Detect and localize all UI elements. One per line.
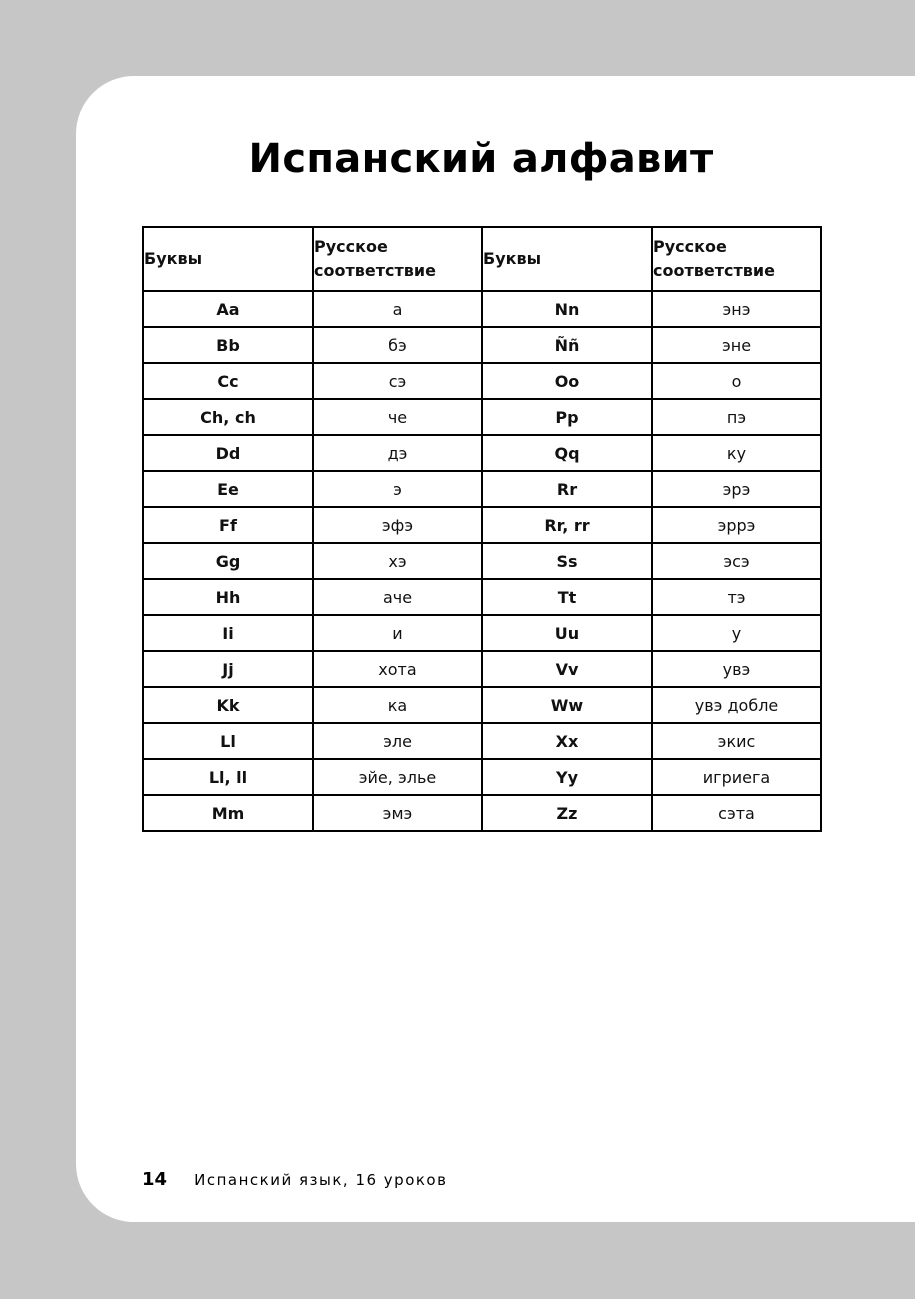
table-row	[143, 327, 821, 363]
letter-cell: Yy	[482, 759, 652, 795]
table-row	[143, 759, 821, 795]
letter-cell: Jj	[143, 651, 313, 687]
russian-cell: сэта	[652, 795, 821, 831]
table-row	[143, 363, 821, 399]
russian-cell: сэ	[313, 363, 482, 399]
russian-cell: че	[313, 399, 482, 435]
table-row	[143, 723, 821, 759]
russian-cell: игриега	[652, 759, 821, 795]
russian-cell: эйе, элье	[313, 759, 482, 795]
header-letters-2: Буквы	[482, 227, 652, 291]
page-title: Испанский алфавит	[248, 136, 714, 182]
letter-cell: Rr, rr	[482, 507, 652, 543]
letter-cell: Ee	[143, 471, 313, 507]
russian-cell: эле	[313, 723, 482, 759]
letter-cell: Ch, ch	[143, 399, 313, 435]
russian-cell: хота	[313, 651, 482, 687]
table-header-row	[143, 227, 821, 291]
letter-cell: Ff	[143, 507, 313, 543]
header-russian-2: Русское соответствие	[652, 227, 821, 291]
letter-cell: Ii	[143, 615, 313, 651]
letter-cell: Ww	[482, 687, 652, 723]
russian-cell: увэ	[652, 651, 821, 687]
russian-cell: увэ добле	[652, 687, 821, 723]
table-row	[143, 507, 821, 543]
russian-cell: экис	[652, 723, 821, 759]
letter-cell: Dd	[143, 435, 313, 471]
russian-cell: эне	[652, 327, 821, 363]
russian-cell: хэ	[313, 543, 482, 579]
letter-cell: Rr	[482, 471, 652, 507]
russian-cell: эфэ	[313, 507, 482, 543]
letter-cell: Ss	[482, 543, 652, 579]
letter-cell: Ll	[143, 723, 313, 759]
page-number: 14	[142, 1169, 168, 1190]
page-footer	[142, 1169, 447, 1190]
letter-cell: Ll, ll	[143, 759, 313, 795]
russian-cell: э	[313, 471, 482, 507]
russian-cell: эсэ	[652, 543, 821, 579]
letter-cell: Xx	[482, 723, 652, 759]
russian-cell: эмэ	[313, 795, 482, 831]
russian-cell: дэ	[313, 435, 482, 471]
russian-cell: эрэ	[652, 471, 821, 507]
letter-cell: Tt	[482, 579, 652, 615]
letter-cell: Pp	[482, 399, 652, 435]
russian-cell: ка	[313, 687, 482, 723]
table-row	[143, 435, 821, 471]
letter-cell: Aa	[143, 291, 313, 327]
russian-cell: бэ	[313, 327, 482, 363]
letter-cell: Nn	[482, 291, 652, 327]
book-title: Испанский язык, 16 уроков	[194, 1171, 448, 1189]
table-row	[143, 687, 821, 723]
table-row	[143, 399, 821, 435]
russian-cell: и	[313, 615, 482, 651]
russian-cell: энэ	[652, 291, 821, 327]
table-row	[143, 291, 821, 327]
table-row	[143, 615, 821, 651]
russian-cell: тэ	[652, 579, 821, 615]
header-letters-1: Буквы	[143, 227, 313, 291]
alphabet-table	[142, 226, 822, 832]
letter-cell: Bb	[143, 327, 313, 363]
letter-cell: Qq	[482, 435, 652, 471]
russian-cell: а	[313, 291, 482, 327]
letter-cell: Vv	[482, 651, 652, 687]
russian-cell: пэ	[652, 399, 821, 435]
letter-cell: Uu	[482, 615, 652, 651]
letter-cell: Ññ	[482, 327, 652, 363]
letter-cell: Kk	[143, 687, 313, 723]
table-row	[143, 471, 821, 507]
table-row	[143, 543, 821, 579]
russian-cell: аче	[313, 579, 482, 615]
russian-cell: о	[652, 363, 821, 399]
letter-cell: Cc	[143, 363, 313, 399]
letter-cell: Gg	[143, 543, 313, 579]
table-row	[143, 579, 821, 615]
table-row	[143, 795, 821, 831]
letter-cell: Mm	[143, 795, 313, 831]
russian-cell: эррэ	[652, 507, 821, 543]
russian-cell: у	[652, 615, 821, 651]
letter-cell: Hh	[143, 579, 313, 615]
letter-cell: Oo	[482, 363, 652, 399]
header-russian-1: Русское соответствие	[313, 227, 482, 291]
russian-cell: ку	[652, 435, 821, 471]
letter-cell: Zz	[482, 795, 652, 831]
table-row	[143, 651, 821, 687]
